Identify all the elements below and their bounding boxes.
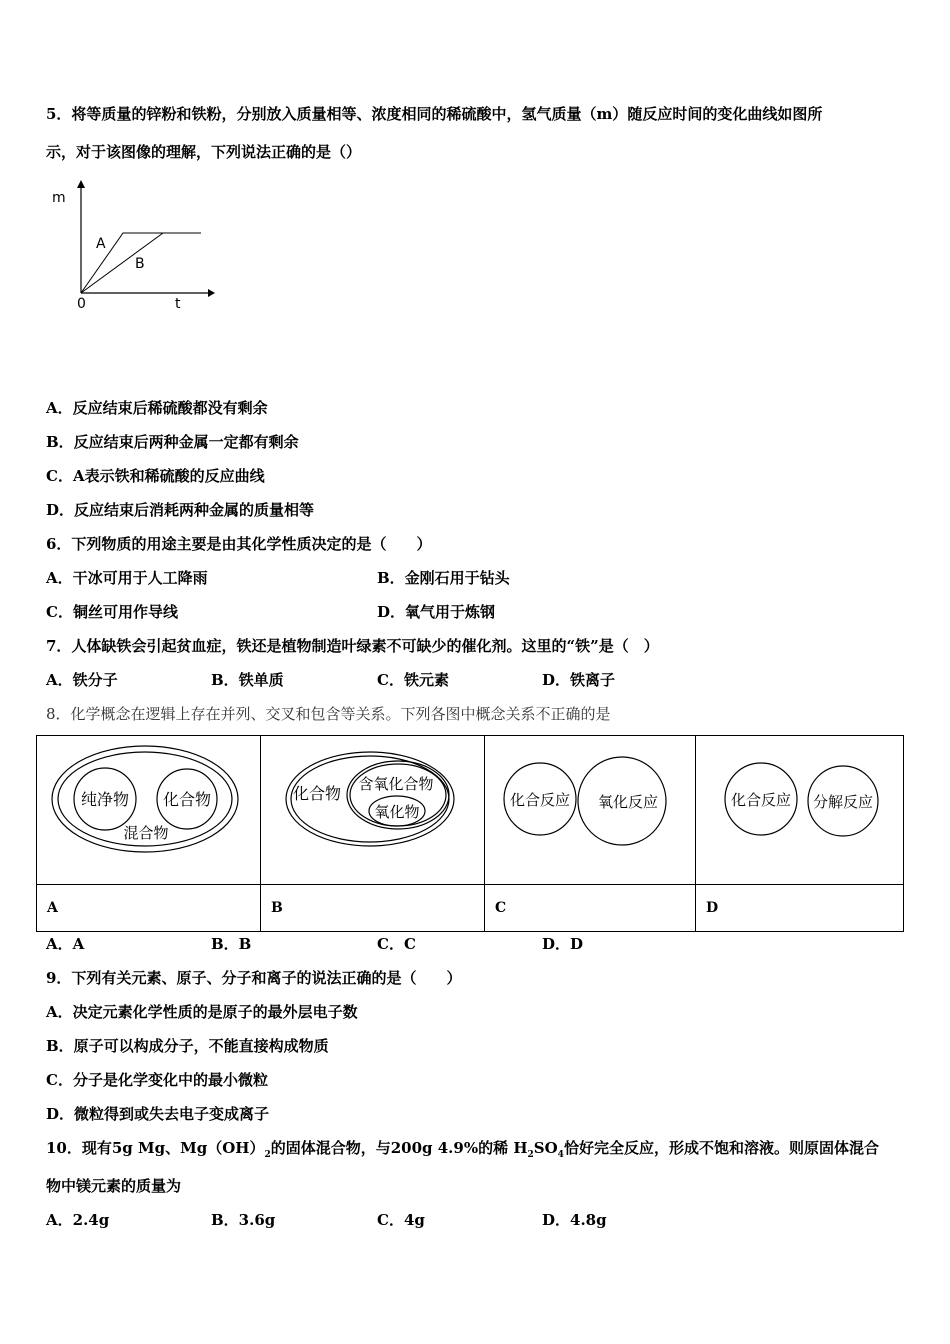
curve-b-label: B [135,256,145,272]
label-pure-substance: 纯净物 [80,790,130,809]
q9-option-c: C．分子是化学变化中的最小微粒 [46,1071,268,1089]
q10-option-d: D．4.8g [542,1211,607,1229]
q9-stem: 9．下列有关元素、原子、分子和离子的说法正确的是（ ） [46,969,462,987]
q8-diagram-d [696,736,903,880]
q10-option-b: B．3.6g [211,1211,276,1229]
q10-stem-part-b: 的固体混合物，与200g 4.9%的稀 H [270,1139,528,1157]
curve-b [81,233,163,293]
q10-stem-part-c: SO [533,1139,558,1157]
q5-graph [48,178,218,318]
q8-diagram-c [485,736,695,880]
q8-option-d: D．D [542,935,584,953]
x-axis-label: t [175,296,181,312]
curve-a-label: A [96,236,106,252]
q8-diagram-c-cell [485,736,696,885]
label-mixture: 混合物 [123,824,169,842]
q7-option-c: C．铁元素 [377,671,449,689]
q8-option-a: A．A [46,935,85,953]
label-combination-reaction: 化合反应 [730,791,792,809]
label-oxide: 氧化物 [374,803,420,821]
q6-option-c: C．铜丝可用作导线 [46,603,178,621]
q10-subscript-c: 4 [557,1150,564,1160]
q10-stem-line1 [46,1137,879,1160]
q5-option-d: D．反应结束后消耗两种金属的质量相等 [46,501,315,519]
q8-caption-d: D [696,885,904,932]
q5-stem-line1: 5．将等质量的锌粉和铁粉，分别放入质量相等、浓度相同的稀硫酸中，氢气质量（m）随反应时间的变化曲线如图所 [46,105,823,123]
q10-stem-part-d: 恰好完全反应，形成不饱和溶液。则原固体混合 [563,1139,879,1157]
label-oxygen-compound: 含氧化合物 [358,775,434,793]
q8-diagram-b-cell [261,736,485,885]
q10-subscript-b: 2 [527,1150,534,1160]
q8-caption-b: B [261,885,485,932]
q7-option-b: B．铁单质 [211,671,284,689]
origin-label: 0 [77,296,86,312]
q7-stem: 7．人体缺铁会引起贫血症，铁还是植物制造叶绿素不可缺少的催化剂。这里的“铁”是（ ） [46,637,659,655]
q10-stem-part-a: 10．现有5g Mg、Mg（OH） [46,1139,265,1157]
q10-stem-line2: 物中镁元素的质量为 [46,1177,182,1195]
q8-diagram-d-cell [696,736,904,885]
q6-option-a: A．干冰可用于人工降雨 [46,569,208,587]
y-axis-label: m [52,190,66,206]
q9-option-a: A．决定元素化学性质的是原子的最外层电子数 [46,1003,358,1021]
label-compound: 化合物 [162,790,212,809]
q10-subscript-a: 2 [264,1150,271,1160]
q6-option-d: D．氧气用于炼钢 [377,603,496,621]
y-axis-arrow-icon [77,180,85,188]
q8-option-c: C．C [377,935,416,953]
q7-option-d: D．铁离子 [542,671,616,689]
q8-diagram-a-cell [37,736,261,885]
q5-option-b: B．反应结束后两种金属一定都有剩余 [46,433,299,451]
label-decomposition-reaction: 分解反应 [812,793,874,811]
label-compound: 化合物 [292,784,342,803]
q6-stem: 6．下列物质的用途主要是由其化学性质决定的是（ ） [46,535,432,553]
q9-option-d: D．微粒得到或失去电子变成离子 [46,1105,270,1123]
q9-option-b: B．原子可以构成分子，不能直接构成物质 [46,1037,329,1055]
q8-diagram-b [261,736,484,880]
q5-stem-line2: 示，对于该图像的理解，下列说法正确的是（） [46,143,362,161]
label-oxidation-reaction: 氧化反应 [597,793,659,811]
q5-option-a: A．反应结束后稀硫酸都没有剩余 [46,399,268,417]
q10-option-a: A．2.4g [46,1211,110,1229]
x-axis-arrow-icon [208,289,215,297]
q5-option-c: C．A表示铁和稀硫酸的反应曲线 [46,467,265,485]
q8-caption-a: A [37,885,261,932]
q8-caption-c: C [485,885,696,932]
q7-option-a: A．铁分子 [46,671,118,689]
q6-option-b: B．金刚石用于钻头 [377,569,510,587]
q10-option-c: C．4g [377,1211,425,1229]
q8-diagram-table [36,735,904,932]
q8-diagram-a [37,736,260,880]
label-combination-reaction: 化合反应 [509,791,571,809]
q8-stem: 8．化学概念在逻辑上存在并列、交叉和包含等关系。下列各图中概念关系不正确的是 [46,705,611,723]
q8-option-b: B．B [211,935,252,953]
